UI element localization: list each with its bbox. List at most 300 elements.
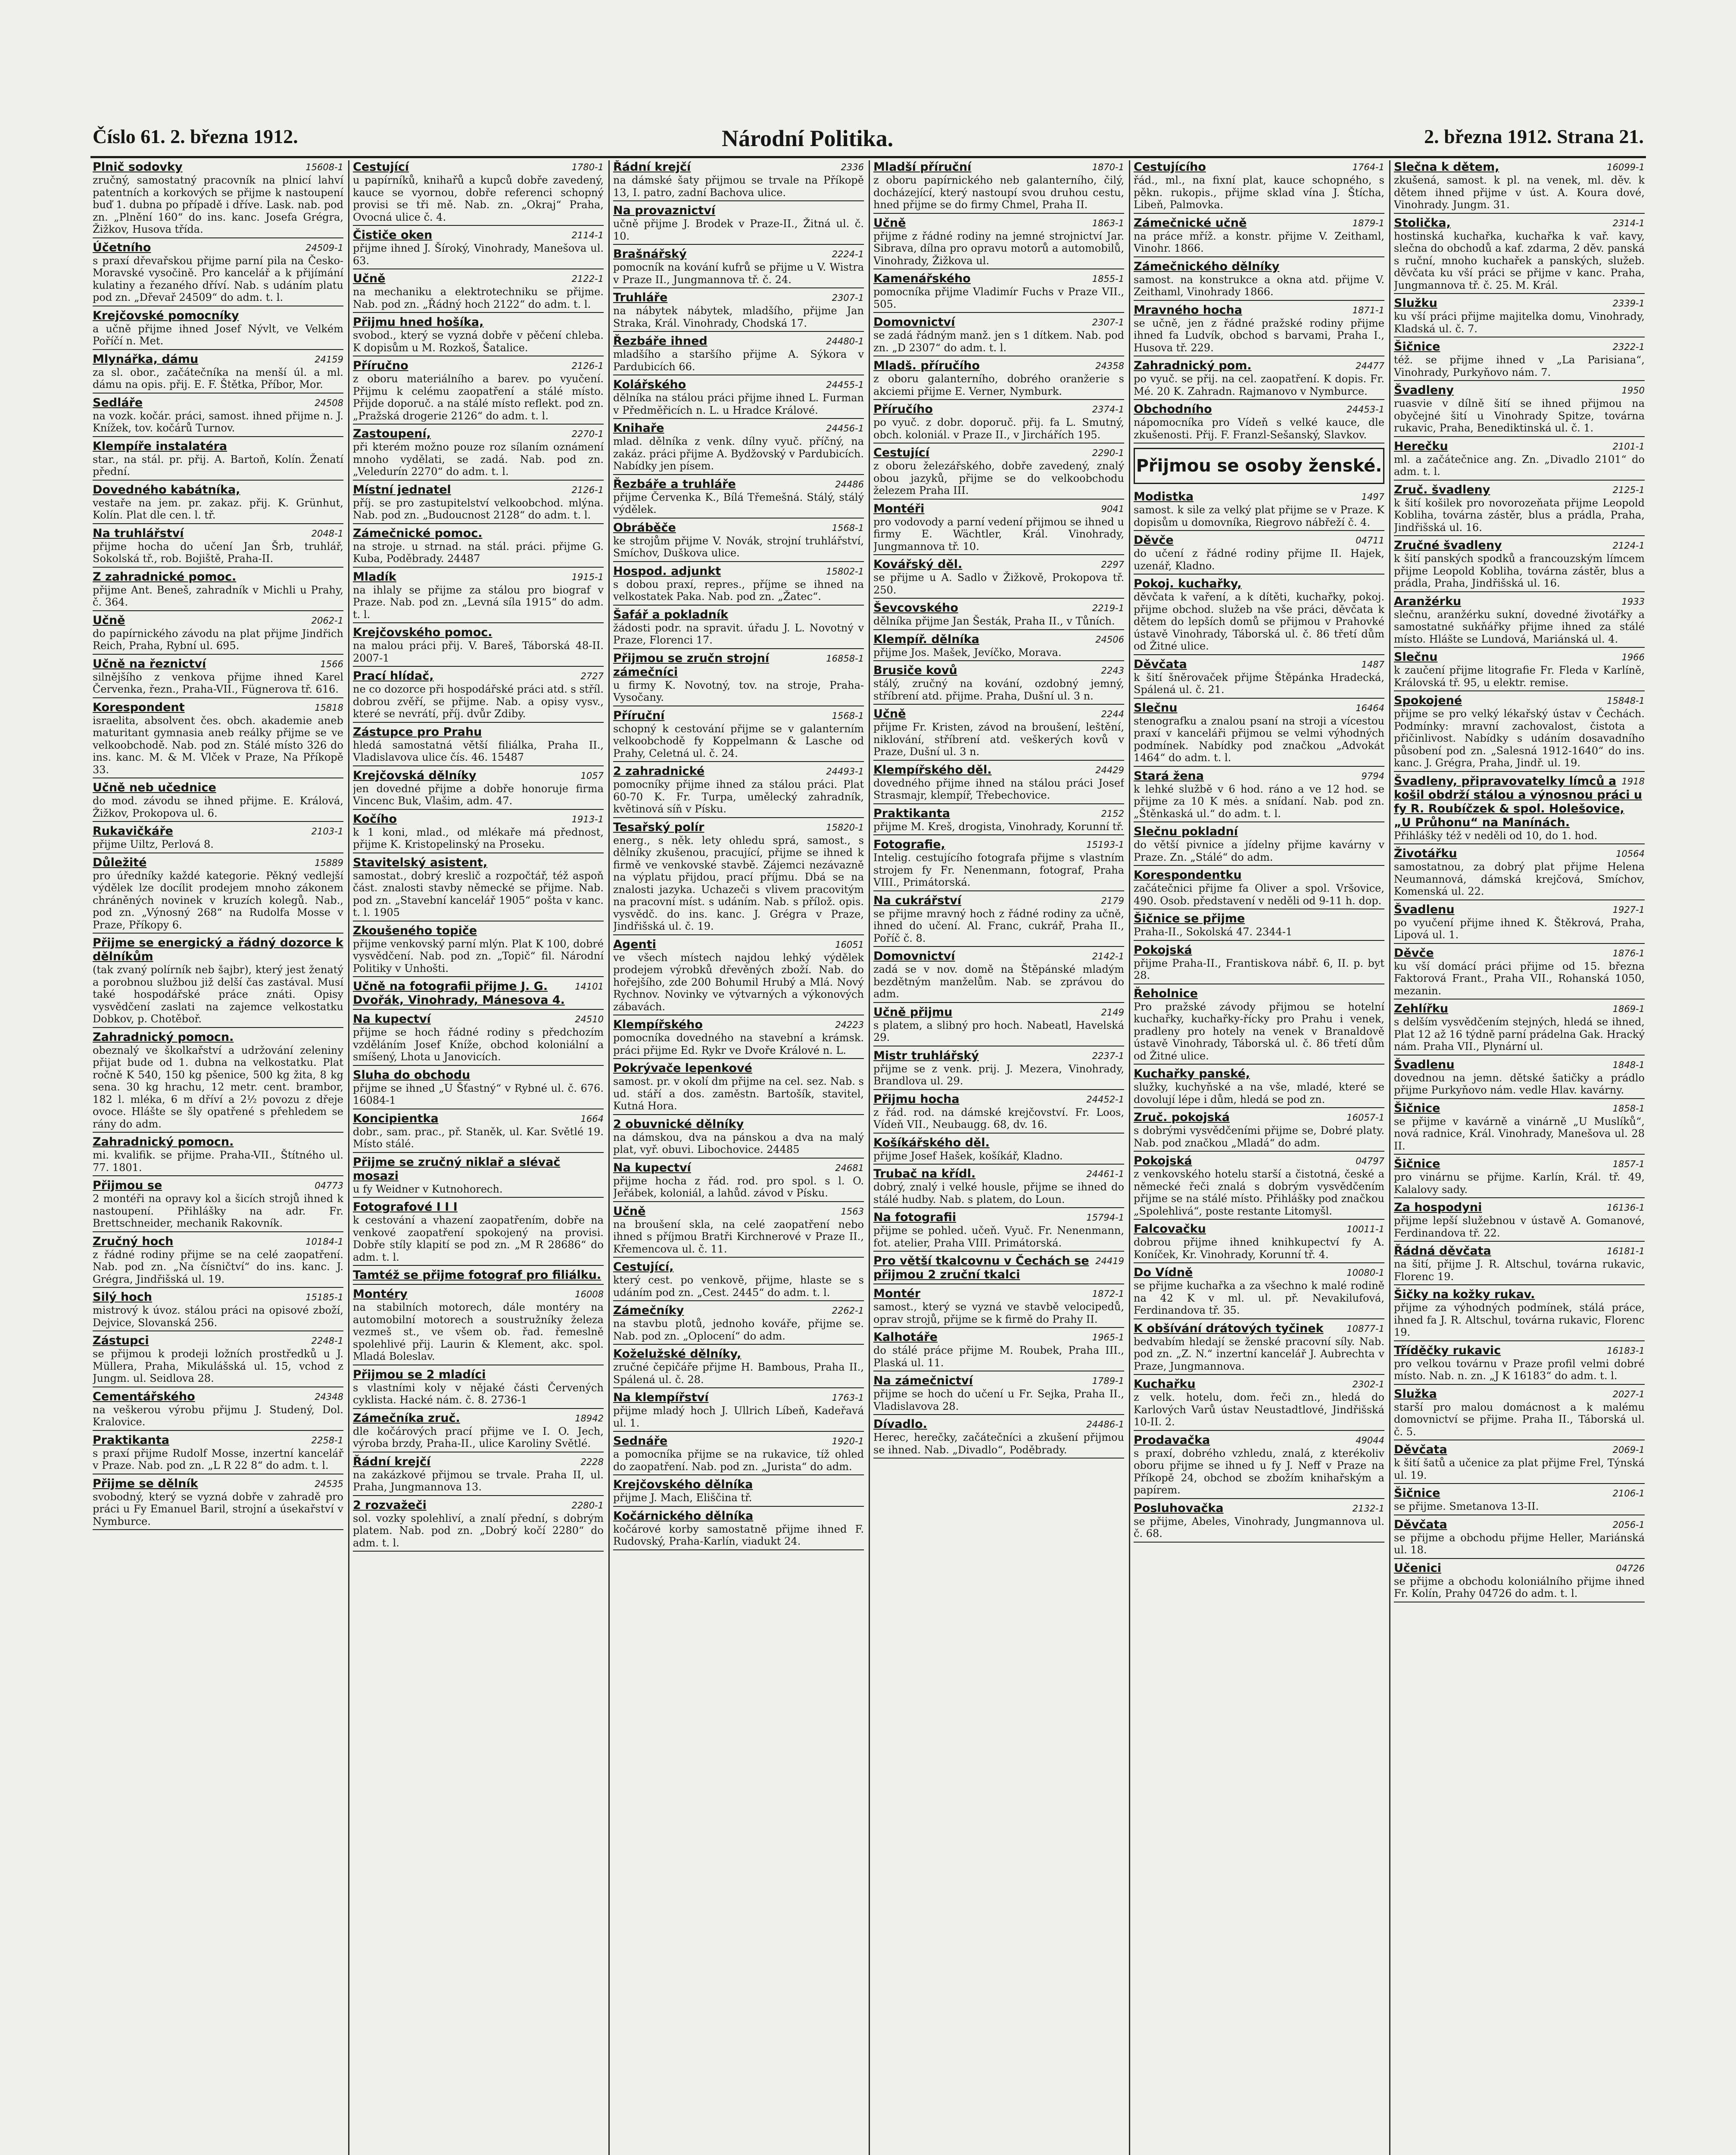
ad-number: 15794-1 (1086, 1212, 1124, 1223)
ad-body: přijme lepší služebnou v ústavě A. Gomanové, Ferdinandova tř. 22. (1394, 1215, 1645, 1239)
ad-number: 16181-1 (1607, 1246, 1645, 1256)
ad-number: 2297 (1101, 559, 1124, 570)
classified-ad (1134, 1111, 1384, 1152)
classified-ad (1394, 775, 1645, 845)
classified-ad (873, 558, 1124, 599)
ad-number: 1871-1 (1352, 305, 1384, 315)
ad-number: 1933 (1621, 596, 1645, 607)
ad-heading: Stolička, (1394, 216, 1451, 230)
ad-heading: Stavitelský asistent, (353, 856, 488, 869)
classified-ad (353, 856, 604, 921)
classified-ad (613, 521, 864, 562)
ad-heading: 2 obuvnické dělníky (613, 1117, 744, 1131)
classified-ad (1134, 1434, 1384, 1499)
ad-body: hledá samostatná větší filiálka, Praha II., Vladislavova ulice čís. 46. 15487 (353, 739, 604, 763)
classified-ad (613, 1304, 864, 1345)
ad-heading: Posluhovačka (1134, 1501, 1224, 1515)
classified-ad (873, 807, 1124, 836)
ad-heading: Příruční (613, 709, 665, 722)
ad-body: k cestování a vhazení zaopatřením, dobře na venkové zaopatření spokojený na provisi. Dobře stíly klapití se pod zn. „M R 28686“ do adm. t. l. (353, 1214, 604, 1263)
ad-number: 24461-1 (1086, 1169, 1124, 1179)
ad-number: 24510 (575, 1014, 604, 1024)
ad-number: 2027-1 (1612, 1389, 1645, 1399)
classified-ad (613, 378, 864, 419)
ad-number: 1848-1 (1612, 1059, 1645, 1070)
ad-heading: Učně na fotografii přijme J. G. Dvořák, Vinohrady, Mánesova 4. (353, 980, 565, 1007)
ad-heading: Děvčata (1394, 1518, 1447, 1531)
classified-ad (1134, 1222, 1384, 1263)
ad-number: 2228 (580, 1456, 604, 1467)
ad-body: přijme Červenka K., Bílá Třemešná. Stálý, stálý výdělek. (613, 491, 864, 515)
ad-number: 2125-1 (1612, 484, 1645, 495)
classified-ad (873, 1287, 1124, 1328)
classified-ad (873, 763, 1124, 804)
ad-heading: Řádní krejčí (353, 1455, 431, 1468)
ad-body: řád., ml., na fixní plat, kauce schopného, s pěkn. rukopis., přijme sklad vína J. Štícha, Libeň, Palmovka. (1134, 174, 1384, 211)
ad-heading: Slečna k dětem, (1394, 160, 1499, 174)
ad-number: 1497 (1361, 492, 1384, 502)
ad-body: mi. kvalifik. se přijme. Praha-VII., Štítného ul. 77. 1801. (93, 1149, 343, 1174)
ad-body: na nábytek nábytek, mladšího, přijme Jan Straka, Král. Vinohrady, Chodská 17. (613, 305, 864, 329)
ad-heading: Krejčovské pomocníky (93, 309, 239, 322)
ad-body: ml. a začátečnice ang. Zn. „Divadlo 2101“ do adm. t. l. (1394, 453, 1645, 478)
ad-heading: Mistr truhlářský (873, 1049, 979, 1062)
ad-heading: Mladš. příručího (873, 359, 980, 372)
classified-ad (93, 614, 343, 655)
ad-body: do papírnického závodu na plat přijme Jindřich Reich, Praha, Rybní ul. 695. (93, 627, 343, 652)
ad-body: na mechaniku a elektrotechniku se přijme. Nab. pod zn. „Řádný hoch 2122“ do adm. t. l. (353, 286, 604, 310)
classified-ad (1134, 1502, 1384, 1543)
classified-ad (613, 1205, 864, 1258)
ad-body: pro vodovody a parní vedení přijmou se ihned u firmy E. Wächtler, Král. Vinohrady, Jungmannova tř. 10. (873, 515, 1124, 553)
ad-number: 2152 (1101, 808, 1124, 819)
ad-body: se přijme a obchodu koloniálního přijme ihned Fr. Kolín, Prahy 04726 do adm. t. l. (1394, 1575, 1645, 1599)
ad-body: do stálé práce přijme M. Roubek, Praha III., Plaská ul. 11. (873, 1344, 1124, 1369)
ad-body: Intelig. cestujícího fotografa přijme s vlastním strojem fy Fr. Nenenmann, fotograf, Praha VIII., Primátorská. (873, 852, 1124, 888)
ad-body: sol. vozky spolehliví, a znalí přední, s dobrým platem. Nab. pod zn. „Dobrý kočí 2280“ do adm. t. l. (353, 1512, 604, 1549)
ad-heading: Místní jednatel (353, 483, 451, 497)
ad-body: pomocník na kování kufrů se přijme u V. Wistra v Praze II., Jungmannova tř. č. 24. (613, 261, 864, 286)
classified-ad (613, 709, 864, 762)
ad-body: zadá se v nov. domě na Štěpánské mladým bezdětným manželům. Nab. se zprávou do adm. (873, 963, 1124, 1000)
classified-ad (353, 315, 604, 356)
classified-ad (1134, 303, 1384, 357)
ad-heading: Slečnu (1134, 701, 1178, 715)
ad-number: 04773 (315, 1181, 343, 1191)
ad-body: přijme ihned J. Šíroký, Vinohrady, Manešova ul. 63. (353, 242, 604, 267)
classified-ad (1134, 490, 1384, 531)
column-2 (353, 160, 604, 2155)
classified-ad (353, 725, 604, 766)
ad-heading: Dívadlo. (873, 1418, 927, 1431)
ad-number: 1789-1 (1092, 1376, 1124, 1386)
ad-number: 04711 (1356, 535, 1384, 546)
ad-heading: Děvčata (1134, 657, 1187, 671)
ad-number: 1563 (841, 1206, 864, 1217)
ad-number: 1965-1 (1092, 1332, 1124, 1343)
ad-heading: Kuchařku (1134, 1377, 1196, 1391)
ad-number: 1920-1 (832, 1436, 864, 1446)
ad-number: 2062-1 (311, 615, 343, 626)
classified-ad (1394, 694, 1645, 772)
issue-date-left: Číslo 61. 2. března 1912. (93, 125, 298, 147)
ad-body: při kterém možno pouze roz sílaním oznámení mnoho vydělati, se zadá. Nab. pod zn. „Veledurín 2270“ do adm. t. l. (353, 441, 604, 478)
ad-body: se přijme mravný hoch z řádné rodiny za učně, ihned do učení. Al. Franc, cukrář, Praha II., Poříč č. 8. (873, 907, 1124, 944)
ad-number: 2114-1 (571, 230, 604, 240)
ad-heading: Prodavačka (1134, 1433, 1210, 1447)
ad-heading: Fotografie, (873, 838, 945, 851)
ad-number: 2126-1 (571, 484, 604, 495)
classified-ad (1394, 483, 1645, 537)
classified-ad (873, 633, 1124, 662)
ad-body: k šití panských spodků a francouzským límcem přijme Leopold Kobliha, továrna zástěr, blus a prádla, Praha, Jindřišská ul. 16. (1394, 553, 1645, 589)
ad-body: energ., s něk. lety ohledu sprá, samost., s dělníky zkušenou, pracující, přijme se ihned k firmě ve venkovské stavbě. Zájemci nezávazně na výplatu přijdou, prací příjmu. Dbá se na znalosti jazyka. Uchazeči s vlivem pracovitým na pracovní míst. s udáním. Nab. s přílož. opis. vysvědč. do ins. kanc. J. Grégra v Praze, Jindřišská ul. č. 19. (613, 834, 864, 932)
classified-ad (1394, 440, 1645, 481)
ad-body: ruasvie v dílně šití se ihned přijmou na obyčejné šití u Vinohrady Spitze, továrna rukavic, Praha, Benediktinská ul. č. 1. (1394, 397, 1645, 434)
ad-body: nápomocníka pro Vídeň s velké kauce, dle zkušenosti. Přij. F. Franzl-Sešanský, Slavkov. (1134, 416, 1384, 441)
ad-heading: Cestující, (613, 1260, 674, 1274)
ad-heading: Účetního (93, 240, 151, 254)
column-divider (348, 160, 349, 2155)
classified-ad (613, 1509, 864, 1550)
classified-ad (93, 1290, 343, 1331)
ad-body: na stroje. u strnad. na stál. práci. přijme G. Kuba, Poděbrady. 24487 (353, 540, 604, 565)
ad-body: přijme Praha-II., Frantiskova nábř. 6, II. p. byt 28. (1134, 957, 1384, 981)
ad-heading: Tříděčky rukavic (1394, 1343, 1501, 1357)
ad-heading: Agenti (613, 937, 656, 951)
ad-number: 2149 (1101, 1007, 1124, 1018)
ad-body: po vyučení přijme ihned K. Štěkrová, Praha, Lipová ul. 1. (1394, 916, 1645, 941)
classified-ad (353, 160, 604, 226)
ad-body: přijme se hoch do učení u Fr. Sejka, Praha II., Vladislavova 28. (873, 1388, 1124, 1412)
classified-ad (353, 626, 604, 667)
ad-body: dobrý, znalý i velké housle, přijme se ihned do stálé hudby. Nab. s platem, do Loun. (873, 1181, 1124, 1206)
classified-ad (873, 1330, 1124, 1371)
classified-ad (353, 1287, 604, 1365)
classified-ad (1394, 946, 1645, 1000)
ad-body: a pomocníka přijme se na rukavice, tíž ohled do zaopatření. Nab. pod zn. „Jurista“ do adm. (613, 1448, 864, 1473)
ad-heading: Učně (873, 707, 906, 721)
ad-body: začátečnici přijme fa Oliver a spol. Vršovice, 490. Osob. představení v neděli od 9-11 h. dop. (1134, 882, 1384, 907)
ad-body: přijme se z venk. prij. J. Mezera, Vinohrady, Brandlova ul. 29. (873, 1062, 1124, 1087)
ad-number: 2322-1 (1612, 342, 1645, 352)
ad-number: 24480-1 (826, 336, 864, 347)
classified-ad (1394, 1102, 1645, 1155)
classified-ad (93, 353, 343, 394)
ad-body: přijme Josef Hašek, košíkář, Kladno. (873, 1149, 1063, 1162)
ad-heading: Klempířského děl. (873, 763, 992, 777)
classified-ad (93, 856, 343, 934)
classified-ad (93, 1235, 343, 1288)
classified-ad (353, 1112, 604, 1153)
ad-body: stálý, zručný na kování, ozdobný jemný, stříbrení atd. přijme. Praha, Dušní ul. 3 n. (873, 678, 1124, 702)
classified-ad (873, 403, 1124, 443)
classified-ad (873, 272, 1124, 313)
ad-heading: Mravného hocha (1134, 303, 1242, 317)
column-3 (613, 160, 864, 2155)
ad-number: 2122-1 (571, 274, 604, 284)
ad-body: Praha-II., Sokolská 47. 2344-1 (1134, 926, 1293, 938)
ad-body: hostinská kuchařka, kuchařka k vař. kavy, slečna do obchodů a kaf. zdarma, 2 děv. panská s ruční, mnoho kuchařek a panských, služeb. děvčata ku vší práci se přijme v kanc. Praha, Jungmannova tř. č. 25. M. Král. (1394, 230, 1645, 291)
ad-heading: Přijmou se (93, 1179, 162, 1192)
ad-body: přijme Ant. Beneš, zahradník v Michli u Prahy, č. 364. (93, 584, 343, 608)
ad-heading: Zkoušeného topiče (353, 924, 477, 937)
classified-ad (1394, 297, 1645, 337)
ad-heading: Pokojská (1134, 1154, 1192, 1168)
classified-ad (613, 247, 864, 288)
ad-body: s platem, a slibný pro hoch. Nabeatl, Havelská 29. (873, 1019, 1124, 1043)
ad-heading: Přijmu hocha (873, 1092, 960, 1106)
ad-heading: Krejčovská dělníky (353, 768, 477, 782)
ad-heading: Herečku (1394, 439, 1448, 453)
ad-number: 10080-1 (1346, 1268, 1384, 1278)
ad-heading: Domovnictví (873, 315, 955, 329)
ad-body: též. se přijme ihned v „La Parisiana“, Vinohrady, Purkyňovo nám. 7. (1394, 354, 1645, 378)
ad-body: se přijme. Smetanova 13-II. (1394, 1500, 1539, 1512)
ad-heading: Plnič sodovky (93, 160, 183, 174)
ad-heading: Na kupectví (353, 1012, 431, 1026)
ad-body: přijme Uiltz, Perlová 8. (93, 838, 214, 850)
ad-heading: Švadleny (1394, 384, 1454, 397)
classified-ad (353, 527, 604, 568)
ad-body: služky, kuchyňské a na vše, mladé, které se dovolují lépe i dům, hledá se pod zn. (1134, 1081, 1384, 1106)
classified-ad (1134, 1322, 1384, 1375)
ad-heading: Tesařský polír (613, 820, 704, 834)
classified-ad (873, 216, 1124, 270)
classified-ad (1134, 868, 1384, 909)
classified-ad (93, 657, 343, 698)
ad-body: k zaučení přijme litografie Fr. Fleda v Karlíně, Královská tř. 95, u elektr. remise. (1394, 664, 1645, 689)
ad-heading: Stará žena (1134, 769, 1204, 783)
ad-heading: Učně (353, 272, 386, 285)
ad-heading: Kočího (353, 812, 397, 826)
ad-number: 1913-1 (571, 814, 604, 825)
classified-ad (93, 825, 343, 853)
classified-ad (873, 707, 1124, 761)
classified-ad (873, 1049, 1124, 1090)
ad-heading: Spokojené (1394, 694, 1462, 707)
ad-heading: Cementářského (93, 1390, 195, 1403)
ad-body: dělníka na stálou práci přijme ihned L. Furman v Předměřicích n. L. u Hradce Králové. (613, 392, 864, 416)
ad-heading: Na fotografii (873, 1211, 957, 1224)
ad-number: 2244 (1101, 709, 1124, 719)
ad-body: z oboru galanterního, dobrého oranžerie s akciemi přijme E. Verner, Nymburk. (873, 373, 1124, 397)
ad-number: 24348 (315, 1391, 343, 1402)
classified-ad (873, 664, 1124, 705)
ad-heading: Kovářský děl. (873, 558, 963, 571)
classified-ad (353, 924, 604, 978)
ad-body: Pro pražské závody přijmou se hotelní kuchařky, kuchařky-řícky pro Prahu i venek, pradleny pro hotely na venek v Branaldově ústavě Vinohrady, Táborská ul. č. 86 třetí dům od Žitné ulice. (1134, 1000, 1384, 1062)
ad-heading: Brusiče kovů (873, 664, 957, 677)
ad-body: s dobrými vysvědčeními přijme se, Dobré platy. Nab. pod značkou „Mladá“ do adm. (1134, 1124, 1384, 1149)
classified-ad (613, 1347, 864, 1388)
classified-ad (1394, 1058, 1645, 1099)
classified-ad (873, 1167, 1124, 1208)
ad-body: s delším vysvědčením stejných, hledá se ihned, Plat 12 až 16 týdně parní prádelna Gak. Hracký nám. Praha VII., Plynární ul. (1394, 1016, 1645, 1053)
ad-heading: Řádní krejčí (613, 160, 691, 174)
classified-ad (1134, 260, 1384, 301)
classified-ad (1394, 1562, 1645, 1602)
ad-body: samost. k sile za velký plat přijme se v Praze. K dopisům u domovníka, Riegrovo nábřeží č. 4. (1134, 504, 1384, 528)
ad-number: 2339-1 (1612, 298, 1645, 309)
ad-number: 16099-1 (1607, 162, 1645, 172)
ad-body: stenografku a znalou psaní na stroji a vícestou praxí v kanceláři přijmou se velmi výhodných podmínek. Nabídky pod značkou „Advokát 1464“ do adm. t. l. (1134, 715, 1384, 764)
classified-ad (353, 1268, 604, 1285)
ad-body: přijme Jos. Mašek, Jevíčko, Morava. (873, 646, 1062, 659)
ad-number: 2101-1 (1612, 441, 1645, 452)
classified-ad (1394, 160, 1645, 214)
ad-heading: Falcovačku (1134, 1222, 1206, 1236)
ad-heading: Domovnictví (873, 949, 955, 963)
classified-ad (1394, 1443, 1645, 1484)
ad-heading: Koncipientka (353, 1112, 439, 1125)
classified-ad (93, 1477, 343, 1530)
ad-body: na stabilních motorech, dále montéry na automobilní motorech a soustružníky železa vezmeš st., ve všem ob. řad. řemeslně spolehlivé přij. Laurin & Klement, akc. spol. Mladá Boleslav. (353, 1301, 604, 1362)
ad-heading: Zruč. švadleny (1394, 483, 1490, 497)
ad-heading: Učně na řeznictví (93, 657, 206, 671)
ad-heading: Šičnice (1394, 1101, 1440, 1115)
classified-ad (613, 1118, 864, 1159)
ad-body: na malou práci přij. V. Bareš, Táborská 48-II. 2007-1 (353, 640, 604, 664)
ad-number: 9041 (1101, 503, 1124, 514)
ad-number: 16183-1 (1607, 1345, 1645, 1356)
ad-heading: 2 rozvažeči (353, 1498, 427, 1512)
ad-heading: Do Vídně (1134, 1266, 1193, 1279)
ad-body: na zakázkové přijmou se trvale. Praha II, ul. Praha, Jungmannova 13. (353, 1468, 604, 1493)
classified-ad (613, 1161, 864, 1202)
ad-heading: Ševcovského (873, 601, 958, 615)
classified-ad (353, 1455, 604, 1496)
classified-ad (613, 422, 864, 475)
ad-body: samostatnou, za dobrý plat přijme Helena Neumannová, dámská krejčová, Smíchov, Komenská ul. 22. (1394, 861, 1645, 897)
ad-number: 24456-1 (826, 423, 864, 434)
ad-number: 49044 (1356, 1435, 1384, 1446)
ad-heading: Pokrývače lepenkové (613, 1062, 752, 1075)
ad-number: 1855-1 (1092, 274, 1124, 284)
classified-ad (1134, 359, 1384, 400)
ad-heading: Klempířského (613, 1018, 703, 1031)
ad-number: 2142-1 (1092, 951, 1124, 962)
ad-body: který cest. po venkově, přijme, hlaste se s udáním pod zn. „Cest. 2445“ do adm. t. l. (613, 1274, 864, 1299)
ad-heading: Na kupectví (613, 1161, 691, 1174)
ad-number: 24486 (835, 479, 864, 490)
ad-body: vestaře na jem. pr. zakaz. přij. K. Grünhut, Kolín. Plat dle cen. l. tř. (93, 497, 343, 521)
classified-ad (1134, 534, 1384, 575)
ad-heading: Obráběče (613, 521, 676, 534)
classified-ad (1394, 1002, 1645, 1056)
ad-number: 1857-1 (1612, 1159, 1645, 1169)
classified-ad (613, 160, 864, 201)
classified-ad (93, 1434, 343, 1474)
ad-body: do učení z řádné rodiny přijme II. Hajek, uzenář, Kladno. (1134, 547, 1384, 572)
ad-number: 24419 (1095, 1256, 1124, 1266)
ad-body: s praxí dřevařskou přijme parní pila na Česko-Moravské vysočině. Pro kancelář a k přijímání kulatiny a řezaného dříví. Nab. s udáním platu pod zn. „Dřevař 24509“ do adm. t. l. (93, 254, 343, 303)
classified-ad (1134, 403, 1384, 443)
ad-body: svobod., který se vyzná dobře v pěčení chleba. K dopisům u M. Rozkoš, Šatalice. (353, 329, 604, 354)
ad-heading: Šičnice se přijme (1134, 912, 1245, 925)
header-rule (90, 156, 1646, 158)
classified-ad (93, 309, 343, 350)
ad-body: na stavbu plotů, jednoho kováře, přijme se. Nab. pod zn. „Oplocení“ do adm. (613, 1318, 864, 1342)
ad-heading: Krejčovského dělníka (613, 1478, 753, 1491)
ad-heading: Zahradnický pomocn. (93, 1135, 234, 1149)
ad-heading: Fotografové I I I (353, 1200, 458, 1214)
classified-ad (1394, 340, 1645, 381)
ad-body: pro úředníky každé kategorie. Pěkný vedlejší výdělek lze docílit prodejem mnoho zákonem chráněných novinek v kruzích kolegů. Nab., pod zn. „Výnosný 268“ na Rudolfa Mosse v Praze, Příkopy 6. (93, 869, 343, 931)
ad-body: z řád. rod. na dámské krejčovství. Fr. Loos, Vídeň VII., Neubaugg. 68, dv. 16. (873, 1106, 1124, 1131)
ad-body: mistrový k úvoz. stálou práci na opisové zboží, Dejvice, Slovanská 256. (93, 1304, 343, 1329)
ad-number: 10564 (1616, 849, 1645, 859)
classified-ad (613, 608, 864, 649)
ad-number: 24486-1 (1086, 1419, 1124, 1430)
ad-number: 24493-1 (826, 766, 864, 777)
ad-number: 2243 (1101, 665, 1124, 676)
ad-body: samost. pr. v okolí dm přijme na cel. sez. Nab. s ud. stáří a dos. zaměstn. Bartošík, stavitel, Kutná Hora. (613, 1075, 864, 1112)
classified-ad (613, 1478, 864, 1507)
ad-number: 1915-1 (571, 572, 604, 582)
column-6 (1394, 160, 1645, 2155)
ad-heading: Obchodního (1134, 403, 1212, 416)
ad-number: 10184-1 (305, 1236, 343, 1247)
ad-body: přijme se hoch řádné rodiny s předchozím vzděláním Josef Kníže, obchod koloniální a smíšený, Lhota u Janovicích. (353, 1026, 604, 1063)
ad-body: dobr., sam. prac., př. Staněk, ul. Kar. Světlé 19. Místo stálé. (353, 1125, 604, 1150)
ad-body: kočárové korby samostatně přijme ihned F. Rudovský, Praha-Karlín, viadukt 24. (613, 1523, 864, 1547)
ad-heading: Na cukrářství (873, 893, 962, 907)
ad-heading: Slečnu (1394, 650, 1438, 664)
classified-ad (613, 1434, 864, 1475)
date-page-right: 2. března 1912. Strana 21. (1424, 125, 1644, 147)
ad-heading: Knihaře (613, 422, 664, 435)
ad-number: 1057 (580, 770, 604, 781)
ad-heading: Učenici (1394, 1561, 1441, 1575)
ad-body: zručný, samostatný pracovník na plnicí lahví patentních a korkových se přijme k nastoupení buď 1. dubna po případě i dříve. Lask. nab. pod zn. „Plnění 160“ do ins. kanc. Josefa Grégra, Žižkov, Husova třída. (93, 174, 343, 235)
ad-body: příj. se pro zastupitelství velkoobchod. mlýna. Nab. pod zn. „Budoucnost 2128“ do adm. t. l. (353, 497, 604, 521)
ad-heading: Sluha do obchodu (353, 1068, 471, 1082)
ad-heading: Šičnice (1394, 1487, 1440, 1500)
classified-ad (1134, 943, 1384, 984)
ad-heading: Pokojská (1134, 943, 1192, 957)
ad-number: 1927-1 (1612, 904, 1645, 915)
classified-ad (873, 1374, 1124, 1415)
classified-ad (1394, 1344, 1645, 1385)
ad-heading: Aranžérku (1394, 594, 1462, 608)
ad-heading: Sednáře (613, 1434, 668, 1448)
ad-number: 1869-1 (1612, 1004, 1645, 1014)
ad-number: 16008 (575, 1289, 604, 1299)
ad-body: pomocníky přijme ihned za stálou práci. Plat 60-70 K. Fr. Turpa, umělecký zahradník, květinová síň v Písku. (613, 778, 864, 815)
ad-number: 2248-1 (311, 1336, 343, 1346)
ad-body: mlad. dělníka z venk. dílny vyuč. příčný, na zakáz. práci přijme A. Bydžovský v Pardubicích. Nabídky jen písem. (613, 435, 864, 472)
ad-heading: Z zahradnické pomoc. (93, 570, 237, 584)
classified-ad (353, 570, 604, 624)
ad-body: samostat., dobrý kreslič a rozpočtář, též aspoň část. znalosti stavby německé se přijme. Nab. pod zn. „Stavební kancelář 1905“ pošta v kanc. t. l. 1905 (353, 869, 604, 918)
ad-body: z oboru papírnického neb galanterního, čilý, docházející, který nastoupí svou druhou cestu, hned přijme se do firmy Chmel, Praha II. (873, 174, 1124, 211)
ad-number: 2280-1 (571, 1500, 604, 1511)
classified-ad (873, 1006, 1124, 1046)
ad-body: přijme se ihned „U Šťastný“ v Rybné ul. č. 676. 16084-1 (353, 1082, 604, 1106)
ad-body: slečnu, aranžérku sukní, dovedné životářky a samostatné sukňářky přijme ihned za stálé místo. Hlášte se Lundová, Mariánská ul. 4. (1394, 608, 1645, 645)
ad-number: 1950 (1621, 385, 1645, 396)
classified-ad (873, 1211, 1124, 1252)
ad-body: k šití šatů a učenice za plat přijme Frel, Týnská ul. 19. (1394, 1457, 1645, 1481)
ad-number: 1487 (1361, 659, 1384, 670)
classified-ad (353, 272, 604, 313)
ad-number: 1872-1 (1092, 1289, 1124, 1299)
ad-number: 2224-1 (832, 249, 864, 259)
classified-ad (353, 769, 604, 810)
ad-heading: Praktikanta (93, 1433, 169, 1447)
ad-number: 24506 (1095, 634, 1124, 645)
